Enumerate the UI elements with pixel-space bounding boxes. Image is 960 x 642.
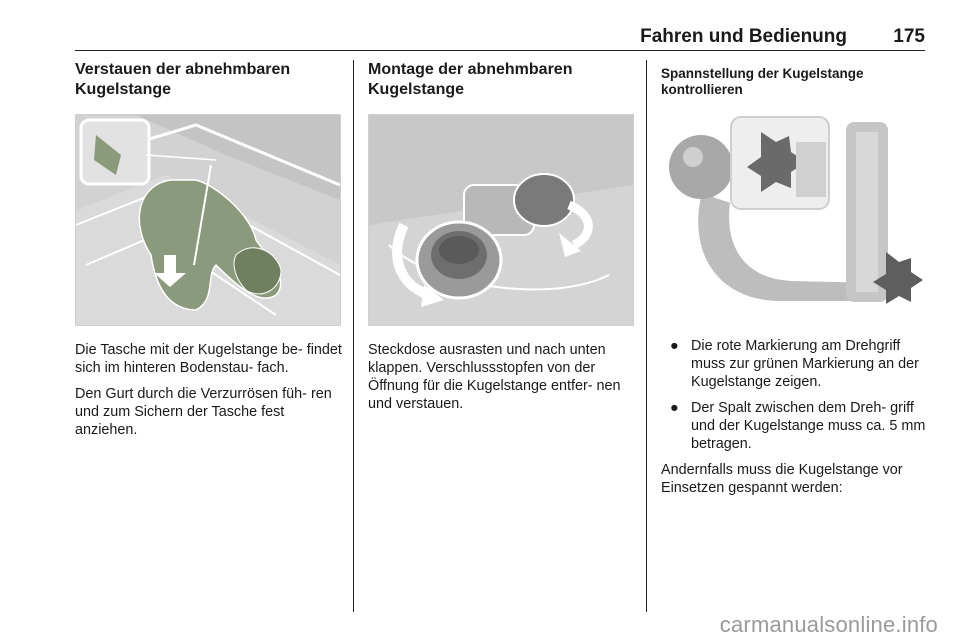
- column-divider-2: [646, 60, 647, 612]
- paragraph-storage-2: Den Gurt durch die Verzurrösen füh- ren und zum Sichern der Tasche fest anziehen.: [75, 386, 332, 438]
- watermark: carmanualsonline.info: [719, 612, 938, 637]
- list-item-text: Die rote Markierung am Drehgriff muss zur grünen Markierung an der Kugelstange zeigen.: [691, 338, 919, 390]
- illustration-socket: [368, 114, 634, 326]
- column-mounting: [368, 60, 636, 421]
- list-item: [661, 399, 929, 453]
- list-item-text: Der Spalt zwischen dem Dreh- griff und der Kugelstange muss ca. 5 mm betragen.: [691, 400, 926, 452]
- check-list: [661, 337, 929, 453]
- column-divider-1: [353, 60, 354, 612]
- paragraph-storage-1: Die Tasche mit der Kugelstange be- findet sich im hinteren Bodenstau- fach.: [75, 342, 342, 376]
- section-heading-storage: Verstauen der abnehmbaren Kugelstange: [75, 61, 291, 98]
- list-item: [661, 337, 929, 391]
- header-title: Fahren und Bedienung: [640, 26, 847, 47]
- subheading-tension-check: Spannstellung der Kugelstange kontrollieren: [661, 66, 864, 97]
- bullet-dot: ●: [670, 400, 679, 416]
- illustration-towbar: [661, 112, 925, 322]
- paragraph-mounting-1: Steckdose ausrasten und nach unten klappen. Verschlussstopfen von der Öffnung für die Kugelstange entfer- nen und verstauen.: [368, 342, 621, 412]
- page-number: 175: [893, 26, 925, 47]
- illustration-trunk-bag: [75, 114, 341, 326]
- bullet-dot: ●: [670, 338, 679, 354]
- column-tension-check: [661, 60, 929, 505]
- header-rule: [75, 50, 925, 51]
- section-heading-mounting: Montage der abnehmbaren Kugelstange: [368, 61, 573, 98]
- column-storage: [75, 60, 343, 447]
- paragraph-otherwise: Andernfalls muss die Kugelstange vor Einsetzen gespannt werden:: [661, 462, 903, 496]
- page-header: [75, 26, 925, 50]
